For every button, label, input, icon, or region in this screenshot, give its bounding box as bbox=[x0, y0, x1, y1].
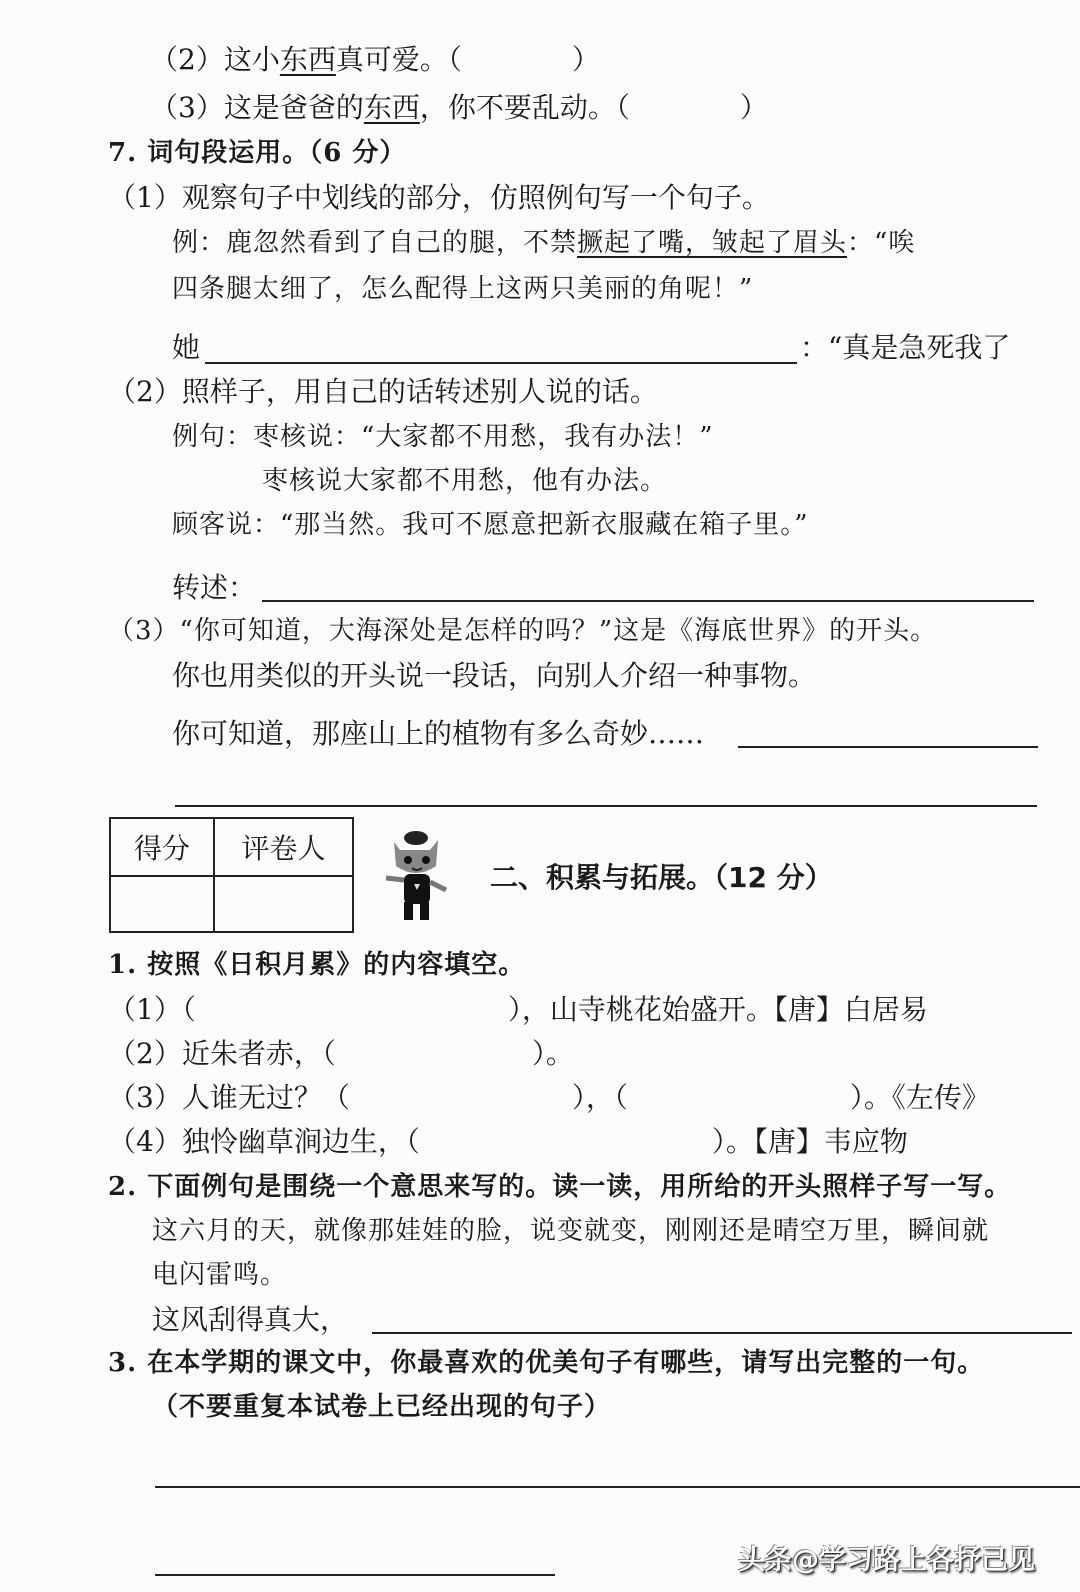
s2-q1-item-4 bbox=[108, 1122, 908, 1162]
s2-q2-answer-line[interactable] bbox=[372, 1332, 1072, 1334]
q7-p1-example-line2: 四条腿太细了，怎么配得上这两只美丽的角呢！” bbox=[172, 274, 754, 304]
q7-p2-answer-line[interactable] bbox=[262, 600, 1034, 602]
item-text: ）。【唐】韦应物 bbox=[711, 1125, 908, 1158]
s2-q2-title: 2. 下面例句是围绕一个意思来写的。读一读，用所给的开头照样子写一写。 bbox=[108, 1172, 1012, 1202]
prompt-text: 观察句子中划线的部分，仿照例句写一个句子。 bbox=[181, 181, 770, 214]
item-text: 这是爸爸的 bbox=[223, 91, 364, 124]
example-text: 例：鹿忽然看到了自己的腿，不禁 bbox=[172, 228, 578, 258]
q7-p3-answer-line-1[interactable] bbox=[738, 746, 1038, 748]
q7-p2-example: 例句：枣核说：“大家都不用愁，我有办法！” bbox=[172, 422, 714, 452]
item-text: （ bbox=[181, 993, 196, 1026]
item-number: （3） bbox=[150, 91, 224, 124]
item-text: ）。《左传》 bbox=[849, 1081, 990, 1114]
q7-p3-answer-line-2[interactable] bbox=[175, 805, 1037, 807]
item-text: ），山寺桃花始盛开。【唐】白居易 bbox=[507, 993, 928, 1026]
s2-q1-item-2 bbox=[108, 1034, 574, 1074]
item-number: （2） bbox=[108, 375, 182, 408]
q7-p2-answer-label: 转述： bbox=[172, 571, 257, 604]
item-text: 近朱者赤，（ bbox=[181, 1037, 336, 1070]
item-text: ），（ bbox=[571, 1081, 628, 1114]
q6-item-3 bbox=[150, 88, 768, 128]
item-text: 真可爱。（ bbox=[335, 43, 462, 76]
q7-p1-answer-prefix: 她 bbox=[172, 331, 201, 364]
q7-p1-answer-suffix: ：“真是急死我了 bbox=[800, 331, 1011, 364]
item-number: （4） bbox=[108, 1125, 182, 1158]
underlined-phrase: 撅起了嘴，皱起了眉头 bbox=[577, 228, 848, 258]
item-text: 独怜幽草涧边生，（ bbox=[181, 1125, 420, 1158]
section-2-title: 二、积累与拓展。（12 分） bbox=[490, 861, 833, 894]
score-cell[interactable] bbox=[110, 876, 214, 932]
prompt-text: 照样子，用自己的话转述别人说的话。 bbox=[181, 375, 658, 408]
item-number: （1） bbox=[108, 993, 182, 1026]
s2-q2-example-line1: 这六月的天，就像那娃娃的脸，说变就变，刚刚还是晴空万里，瞬间就 bbox=[152, 1216, 990, 1246]
example-text: ：“唉 bbox=[847, 228, 916, 258]
mascot-cat-icon bbox=[380, 828, 450, 923]
s2-q2-answer-start: 这风刮得真大， bbox=[152, 1303, 349, 1336]
item-number: （3） bbox=[108, 1081, 182, 1114]
item-text: ，你不要乱动。（ bbox=[419, 91, 630, 124]
q6-item-2 bbox=[150, 40, 600, 80]
item-number: （3） bbox=[108, 616, 180, 646]
paren-close: ） bbox=[739, 91, 768, 124]
q7-p2-task: 顾客说：“那当然。我可不愿意把新衣服藏在箱子里。” bbox=[172, 510, 809, 540]
q7-p2-prompt bbox=[108, 372, 658, 412]
q7-p3-prompt-line2: 你也用类似的开头说一段话，向别人介绍一种事物。 bbox=[172, 659, 817, 692]
q7-p2-example-converted: 枣核说大家都不用愁，他有办法。 bbox=[262, 466, 668, 496]
s2-q1-title: 1. 按照《日积月累》的内容填空。 bbox=[108, 950, 526, 980]
watermark: 头条@学习路上各抒己见 bbox=[738, 1545, 1035, 1576]
s2-q1-item-3 bbox=[108, 1078, 990, 1118]
s2-q3-note: （不要重复本试卷上已经出现的句子） bbox=[152, 1392, 612, 1422]
underlined-word: 东西 bbox=[363, 91, 420, 124]
q7-p3-prompt bbox=[108, 612, 937, 650]
item-text: ）。 bbox=[531, 1037, 574, 1070]
q7-p3-answer-start: 你可知道，那座山上的植物有多么奇妙…… bbox=[172, 717, 705, 750]
score-table bbox=[109, 817, 354, 933]
item-number: （2） bbox=[150, 43, 224, 76]
grader-cell[interactable] bbox=[214, 876, 353, 932]
item-number: （1） bbox=[108, 181, 182, 214]
item-number: （2） bbox=[108, 1037, 182, 1070]
q7-p1-prompt bbox=[108, 178, 770, 218]
s2-q3-answer-line-2[interactable] bbox=[155, 1574, 555, 1576]
q7-p1-example bbox=[172, 224, 915, 262]
q7-p1-answer-line[interactable] bbox=[205, 362, 797, 364]
s2-q2-example-line2: 电闪雷鸣。 bbox=[152, 1260, 288, 1290]
underlined-word: 东西 bbox=[279, 43, 336, 76]
item-text: 人谁无过？（ bbox=[181, 1081, 350, 1114]
prompt-text: “你可知道，大海深处是怎样的吗？”这是《海底世界》的开头。 bbox=[179, 616, 938, 646]
s2-q3-answer-line-1[interactable] bbox=[155, 1486, 1080, 1488]
s2-q1-item-1 bbox=[108, 990, 928, 1030]
score-header: 得分 bbox=[110, 818, 214, 876]
paren-close: ） bbox=[571, 43, 600, 76]
s2-q3-title: 3. 在本学期的课文中，你最喜欢的优美句子有哪些，请写出完整的一句。 bbox=[108, 1348, 985, 1378]
q7-title: 7. 词句段运用。（6 分） bbox=[108, 138, 407, 168]
item-text: 这小 bbox=[223, 43, 280, 76]
grader-header: 评卷人 bbox=[214, 818, 353, 876]
